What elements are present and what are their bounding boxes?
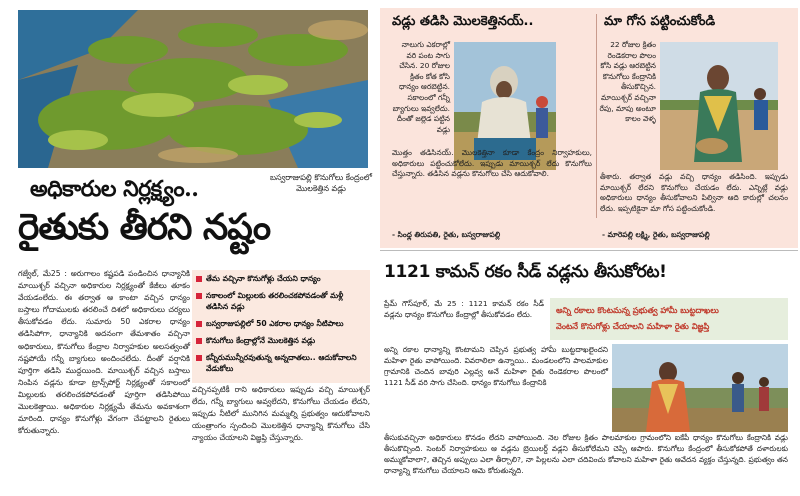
bullet-square-icon: [196, 338, 202, 344]
highlight-item: బస్వరాజుపల్లిలో 50 ఎకరాల ధాన్యం నీటిపాలు: [196, 318, 366, 329]
story-c-highlight-box: [550, 298, 788, 340]
photo-farmer-woman: [660, 42, 778, 170]
bullet-square-icon: [196, 321, 202, 327]
bullet-square-icon: [196, 293, 202, 299]
bullet-square-icon: [196, 355, 202, 361]
article-body-left-2: వచ్చినప్పటికీ రాని అధికారులు ఇప్పుడు వచ్చి మాయిశ్చర్ లేదు, గన్నీ బ్యాగులు అవ్వలేదని, కొనుగోలు చేయడం లేదని, ఇప్పుడు నీటిలో మునిగిన మమ్మల్ని ప్రభుత్వం ఆదుకోవాలని యంత్రాంగం స్పందించి మొలకెత్తిన ధాన్యాన్ని కొనుగోలు చేసి న్యాయం చేయాలని విజ్ఞప్తి చేస్తున్నారు.: [192, 385, 370, 443]
highlight-line: అన్ని రకాలు కొంటమన్న ప్రభుత్వ హామీ బుట్టదాఖలు: [556, 305, 719, 315]
highlight-line: వెంటనే కొనుగోళ్లు చేయాలని మహిళా రైతు విజ్ఞప్తి: [556, 321, 710, 331]
highlight-item: తేమ వచ్చినా కొనుగోళ్లు చేయని ధాన్యం: [196, 273, 366, 284]
photo-caption: బస్వరాజుపల్లి కొనుగోలు కేంద్రంలో మొలకెత్తిన వడ్లు: [270, 173, 372, 193]
panel-a-title: వడ్లు తడిసి మొలకెత్తినయ్..: [392, 14, 534, 29]
story-c-intro: ప్రేమ్ గౌస్‌పూర్, మే 25 : 1121 కామన్ రకం సీడ్ వడ్లను ధాన్యం కొనుగోలు కేంద్రాల్లో తీసుకోవడం లేదు.: [384, 299, 544, 319]
photo-woman-farmer-field: [612, 344, 788, 432]
panel-divider: [596, 14, 597, 218]
highlight-item: సకాలంలో మిల్లులకు తరలించకపోవడంతో మళ్లీ తడిసిన వడ్లు: [196, 290, 366, 312]
bullet-square-icon: [196, 276, 202, 282]
panel-b-side-text: 22 రోజుల క్రితం రెండెకరాల పొలం కోసి వడ్లు ఆరబెట్టిన కొనుగోలు కేంద్రానికి తీసుకొచ్చిన. మాయిశ్చర్ వచ్చినా రేపు, మాపు అంటూ కాలం వెళ్ళ: [599, 40, 656, 124]
photo-sprouted-paddy-field: [18, 10, 368, 168]
highlight-item: కొనుగోలు కేంద్రాల్లోనే మొలకెత్తిన వడ్లు: [196, 335, 366, 346]
story-c-headline: 1121 కామన్ రకం సీడ్ వడ్లను తీసుకోరట!: [384, 262, 667, 282]
story-c-body: అన్ని రకాల ధాన్యాన్ని కొంటామని చెప్పిన ప్రభుత్వ హామీ బుట్టదాఖలైందని మహిళా రైతు వాపోయింది. వివరాలిలా ఉన్నాయి.. మండలంలోని పాలమాకుల గ్రామానికి చెందిన బావురి ఎల్లవ్వ అనే మహిళా రైతు రెండెకరాల పొలంలో 1121 సీడ్ వరి సాగు చేసింది. ధాన్యం కొనుగోలు కేంద్రానికి: [384, 345, 608, 387]
panel-a-body: మొత్తం తడిసినయ్. మొలకెత్తినా కూడా కేంద్రం నిర్వాహకులు, అధికారులు పట్టించుకోలేదు. ఇప్పుడు మాయిశ్చర్ లేదు కొనుగోలు చేస్తున్నారు. తడిసిన వడ్లను కొనుగోలు చేసి ఆదుకోవాలి.: [392, 148, 592, 179]
article-body-left: గజ్వేల్, మే25 : అరుగాలం కష్టపడి పండించిన ధాన్యానికి మాయిశ్చర్ వచ్చినా అధికారుల నిర్లక్ష్యంతో కేజీలు తూకం వేయడంలేదు. ఈ తర్వాత ఆ కాంటా వచ్చిన ధాన్యం బస్తాలు గోదాములకు తరలించే దిశలో అధికారులు చర్యలు తీసుకోవడం లేదు. సుమారు 50 ఎకరాల ధాన్యం తడిసిపోగా, ధాన్యానికి అదనంగా తేమశాతం వచ్చినా అధికారులు, కొనుగోలు కేంద్రాల నిర్వాహకుల అలసత్వంతో నష్టపోయే గన్నీ బ్యాగులు అందించలేదు. దీంతో వర్షానికి పూర్తిగా తడిసి ముద్దయింది. మాయిశ్చర్ వచ్చిన బస్తాలు నింపిన వడ్లను కూడా ట్రాన్స్‌పోర్ట్ నిర్లక్ష్యంతో సకాలంలో మిల్లులకు తరలించకపోవడంతో పూర్తిగా తడిసిపోయి మొలకెత్తాయి. అధికారుల నిర్లక్ష్యమే తేమను అవకాశంగా మారింది. ధాన్యం కొనుగోళ్లు వేగంగా చేపట్టాలని రైతులు కోరుతున్నారు.: [18, 269, 190, 436]
panel-b-title: మా గోస పట్టించుకోండి: [604, 14, 716, 29]
panel-b-body: తీశారు. తర్వాత వడ్లు వచ్చి ధాన్యం తడిసింది. ఇప్పుడు మాయిశ్చర్ లేదని కొనుగోలు చేయడం లేదు. ఎన్నిట్లే వడ్లు అధికారులు ధాన్యం తీసుకోవాలని పిల్వినా ఆది కారుల్లో చలనం లేదు. ఇప్పటికైనా మా గోస పట్టించుకోండి.: [600, 172, 788, 213]
headline-kicker: అధికారుల నిర్లక్ష్యం..: [30, 176, 199, 202]
panel-a-credit: - సింధ్ల తిరుపతి, రైతు, బస్వరాజుపల్లి: [392, 230, 501, 239]
panel-a-side-text: నాలుగు ఎకరాల్లో వరి పంట సాగు చేసిన. 20 రోజుల క్రితం కోత కోసి ధాన్యం ఆరబెట్టిన. సకాలంలో గన్నీ బ్యాగులు ఇవ్వలేదు. దీంతో జల్లెడ పట్టిన వడ్లు: [392, 40, 450, 134]
panel-b-credit: - మారెపల్లి లక్ష్మి, రైతు, బస్వరాజుపల్లి: [602, 230, 710, 239]
section-divider: [380, 250, 798, 251]
headline-main: రైతుకు తీరని నష్టం: [18, 206, 271, 248]
highlights-box: [192, 270, 370, 383]
highlight-item: కన్నీరుమున్నీరవుతున్న అన్నదాతలు.. ఆదుకోవాలని వేడుకోలు: [196, 352, 366, 374]
story-c-body-2: తీసుకువచ్చినా అధికారులు కొనడం లేదని వాపోయింది. నెల రోజుల క్రితం పాలమాకుల గ్రామంలోని ఐకేపీ ధాన్యం కొనుగోలు కేంద్రానికి వడ్లు తీసుకొచ్చింది. సెంటర్ నిర్వాహకులు ఆ వడ్లను బ్రెయిలర్డ్ వడ్లని తీసుకోలేమని చెప్పి ఆపారు. కొనుగోలు కేంద్రంలో తీసుకోకపోతే దళారులకు అమ్ముకోవాలా?, తెచ్చిన అప్పులు ఎలా తీర్చాలి?, నా పిల్లలను ఎలా చదివించు కోవాలని మహిళా రైతు ఆవేదన వ్యక్తం చేస్తున్నది. ప్రభుత్వం తన ధాన్యాన్ని కొనుగోలు చేయాలని ఆమె కోరుతున్నది.: [384, 433, 788, 475]
left-story: [0, 0, 380, 496]
